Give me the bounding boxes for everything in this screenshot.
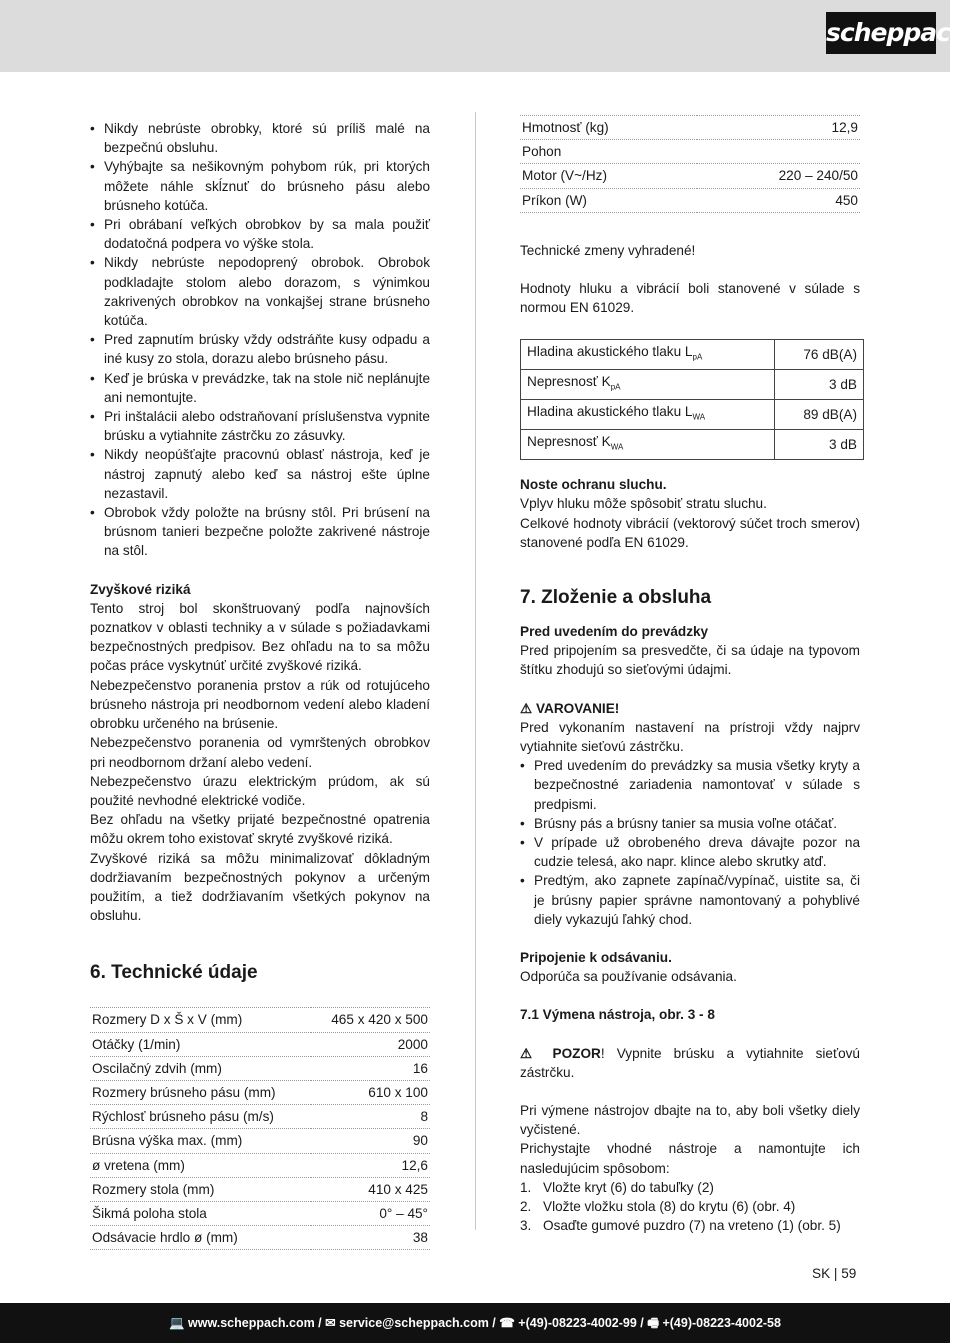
list-item: 1. Vložte kryt (6) do tabuľky (2) bbox=[520, 1179, 714, 1195]
spec-label: Brúsna výška max. (mm) bbox=[90, 1129, 311, 1153]
table-row bbox=[90, 1105, 430, 1129]
paragraph: Pri výmene nástrojov dbajte na to, aby boli všetky diely vyčistené. bbox=[520, 1102, 860, 1138]
noise-label: Hladina akustického tlaku $L_{WA}$ bbox=[521, 400, 775, 430]
noise-value: 89 dB(A) bbox=[775, 400, 864, 430]
table-row bbox=[90, 1226, 430, 1250]
spec-value: 220 – 240/50 bbox=[697, 164, 860, 188]
spec-value: 8 bbox=[311, 1105, 430, 1129]
table-row bbox=[520, 188, 860, 212]
spec-label: Rýchlosť brúsneho pásu (m/s) bbox=[90, 1105, 311, 1129]
noise-value: 3 dB bbox=[775, 370, 864, 400]
spec-label: ø vretena (mm) bbox=[90, 1153, 311, 1177]
spec-value: 450 bbox=[697, 188, 860, 212]
spec-label: Šikmá poloha stola bbox=[90, 1201, 311, 1225]
table-row bbox=[520, 116, 860, 140]
noise-label: Nepresnosť $K_{WA}$ bbox=[521, 430, 775, 460]
noise-intro: Hodnoty hluku a vibrácií boli stanovené v súlade s normou EN 61029. bbox=[520, 281, 860, 316]
noise-table bbox=[520, 339, 864, 460]
table-row bbox=[90, 1201, 430, 1225]
table-row bbox=[90, 1129, 430, 1153]
spec-value: 16 bbox=[311, 1056, 430, 1080]
spec-value: 0° – 45° bbox=[311, 1201, 430, 1225]
paragraph: Prichystajte vhodné nástroje a namontujte ich nasledujúcim spôsobom: bbox=[520, 1141, 860, 1176]
paragraph: Odporúča sa používanie odsávania. bbox=[520, 969, 737, 985]
table-row bbox=[90, 1177, 430, 1201]
spec-value: 2000 bbox=[311, 1032, 430, 1056]
technical-data-table bbox=[90, 1007, 430, 1250]
spec-label: Odsávacie hrdlo ø (mm) bbox=[90, 1226, 311, 1250]
column-divider bbox=[475, 112, 476, 1230]
left-column bbox=[90, 119, 430, 1250]
list-item: • Nikdy neopúšťajte pracovnú oblasť nástroja, keď je nástroj zapnutý alebo keď sa nástroj ešte úplne nezastavil. bbox=[90, 445, 430, 503]
spec-label: Pohon bbox=[520, 140, 697, 164]
list-item: • Brúsny pás a brúsny tanier sa musia voľne otáčať. bbox=[520, 814, 860, 833]
noise-value: 76 dB(A) bbox=[775, 340, 864, 370]
safety-bullet-list bbox=[90, 119, 430, 561]
hearing-protection-heading: Noste ochranu sluchu. bbox=[520, 477, 667, 493]
residual-risks-heading: Zvyškové riziká bbox=[90, 581, 191, 597]
table-row bbox=[90, 1056, 430, 1080]
page-number: SK | 59 bbox=[812, 1266, 857, 1281]
paragraph: Zvyškové riziká sa môžu minimalizovať dôkladným dodržiavaním bezpečnostných pokynov a určeným použitím, a tiež dodržiavaním všetkých pokynov na obsluhu. bbox=[90, 850, 430, 924]
table-row bbox=[520, 164, 860, 188]
page-footer: 💻 www.scheppach.com / ✉ service@scheppach.com / ☎ +(49)-08223-4002-99 / 🖷 +(49)-08223-4002-58 bbox=[0, 1303, 950, 1343]
paragraph: Bez ohľadu na všetky prijaté bezpečnostné opatrenia môžu okrem toho existovať skryté zvyškové riziká. bbox=[90, 812, 430, 847]
paragraph: Nebezpečenstvo úrazu elektrickým prúdom, ak sú použité nevhodné elektrické vodiče. bbox=[90, 773, 430, 808]
spec-label: Rozmery brúsneho pásu (mm) bbox=[90, 1080, 311, 1104]
table-row bbox=[521, 430, 864, 460]
paragraph: Nebezpečenstvo poranenia od vymrštených obrobkov pri neodbornom držaní alebo vedení. bbox=[90, 735, 430, 770]
spec-value: 610 x 100 bbox=[311, 1080, 430, 1104]
list-item: • V prípade už obrobeného dreva dávajte pozor na cudzie telesá, ako napr. klince alebo skrutky atď. bbox=[520, 833, 860, 871]
spec-label: Motor (V~/Hz) bbox=[520, 164, 697, 188]
spec-label: Otáčky (1/min) bbox=[90, 1032, 311, 1056]
scheppach-logo: scheppach bbox=[826, 12, 936, 54]
noise-label: Hladina akustického tlaku $L_{pA}$ bbox=[521, 340, 775, 370]
page-header bbox=[0, 0, 967, 72]
table-row bbox=[521, 400, 864, 430]
right-column bbox=[520, 115, 860, 1235]
dust-extraction-heading: Pripojenie k odsávaniu. bbox=[520, 949, 672, 965]
spec-label: Príkon (W) bbox=[520, 188, 697, 212]
spec-value: 410 x 425 bbox=[311, 1177, 430, 1201]
section-7-title: 7. Zloženie a obsluha bbox=[520, 586, 712, 608]
table-row bbox=[521, 370, 864, 400]
technical-changes-note: Technické zmeny vyhradené! bbox=[520, 242, 696, 258]
subsection-7-1-title: 7.1 Výmena nástroja, obr. 3 - 8 bbox=[520, 1007, 715, 1023]
spec-value: 12,9 bbox=[697, 116, 860, 140]
section-6-title: 6. Technické údaje bbox=[90, 962, 258, 984]
paragraph: Vplyv hluku môže spôsobiť stratu sluchu. bbox=[520, 496, 767, 512]
spec-value: 38 bbox=[311, 1226, 430, 1250]
table-row bbox=[90, 1080, 430, 1104]
paragraph: Nebezpečenstvo poranenia prstov a rúk od rotujúceho brúsneho nástroja pri neodbornom vedení alebo kladení obrobku určeného na brúsenie. bbox=[90, 677, 430, 732]
list-item: 3. Osaďte gumové puzdro (7) na vreteno (1) (obr. 5) bbox=[520, 1218, 841, 1234]
technical-data-table-continued bbox=[520, 115, 860, 213]
noise-value: 3 dB bbox=[775, 430, 864, 460]
spec-label: Rozmery D x Š x V (mm) bbox=[90, 1008, 311, 1032]
caution-paragraph: ⚠ POZOR! Vypnite brúsku a vytiahnite sieťovú zástrčku. bbox=[520, 1045, 860, 1080]
before-operation-heading: Pred uvedením do prevádzky bbox=[520, 623, 709, 639]
steps-list bbox=[520, 1178, 860, 1236]
paragraph: Tento stroj bol skonštruovaný podľa najnovších poznatkov v oblasti techniky a v súlade s požiadavkami bezpečnostných predpisov. Bez ohľadu na to sa môžu počas práce vyskytnúť určité zvyškové riziká. bbox=[90, 600, 430, 674]
spec-label: Rozmery stola (mm) bbox=[90, 1177, 311, 1201]
spec-value: 465 x 420 x 500 bbox=[311, 1008, 430, 1032]
noise-label: Nepresnosť $K_{pA}$ bbox=[521, 370, 775, 400]
paragraph: Pred pripojením sa presvedčte, či sa údaje na typovom štítku zhodujú so sieťovými údajmi. bbox=[520, 643, 860, 678]
list-item: • Pred uvedením do prevádzky sa musia všetky kryty a bezpečnostné zariadenia namontovať v súlade s predpismi. bbox=[520, 756, 860, 814]
list-item: • Pri obrábaní veľkých obrobkov by sa mala použiť dodatočná podpera vo výške stola. bbox=[90, 215, 430, 253]
spec-value bbox=[697, 140, 860, 164]
table-row bbox=[521, 340, 864, 370]
warning-bullet-list bbox=[520, 756, 860, 929]
spec-value: 12,6 bbox=[311, 1153, 430, 1177]
spec-label: Hmotnosť (kg) bbox=[520, 116, 697, 140]
list-item: • Keď je brúska v prevádzke, tak na stole nič neplánujte ani nemontujte. bbox=[90, 369, 430, 407]
table-row bbox=[90, 1032, 430, 1056]
paragraph: Pred vykonaním nastavení na prístroji vždy najprv vytiahnite sieťovú zástrčku. bbox=[520, 719, 860, 754]
warning-heading: ⚠ VAROVANIE! bbox=[520, 700, 620, 716]
list-item: • Predtým, ako zapnete zapínač/vypínač, uistite sa, či je brúsny papier správne namontovaný a pohyblivé diely vykazujú ľahký chod. bbox=[520, 871, 860, 929]
spec-label: Oscilačný zdvih (mm) bbox=[90, 1056, 311, 1080]
list-item: • Nikdy nebrúste nepodoprený obrobok. Obrobok podkladajte stolom alebo dorazom, s výnimkou zakrivených obrobkov na vonkajšej strane brúsneho kotúča. bbox=[90, 253, 430, 330]
paragraph: Celkové hodnoty vibrácií (vektorový súčet troch smerov) stanovené podľa EN 61029. bbox=[520, 515, 860, 550]
table-row bbox=[520, 140, 860, 164]
list-item: • Obrobok vždy položte na brúsny stôl. Pri brúsení na brúsnom tanieri bezpečne položte zakrivené nástroje na stôl. bbox=[90, 503, 430, 561]
spec-value: 90 bbox=[311, 1129, 430, 1153]
list-item: • Pri inštalácii alebo odstraňovaní príslušenstva vypnite brúsku a vytiahnite zástrčku zo zásuvky. bbox=[90, 407, 430, 445]
list-item: 2. Vložte vložku stola (8) do krytu (6) (obr. 4) bbox=[520, 1199, 796, 1214]
list-item: • Nikdy nebrúste obrobky, ktoré sú príliš malé na bezpečnú obsluhu. bbox=[90, 119, 430, 157]
list-item: • Vyhýbajte sa nešikovným pohybom rúk, pri ktorých môžete náhle skĺznuť do brúsneho pásu alebo brúsneho kotúča. bbox=[90, 157, 430, 215]
table-row bbox=[90, 1008, 430, 1032]
list-item: • Pred zapnutím brúsky vždy odstráňte kusy odpadu a iné kusy zo stola, dorazu alebo brúsneho pásu. bbox=[90, 330, 430, 368]
table-row bbox=[90, 1153, 430, 1177]
